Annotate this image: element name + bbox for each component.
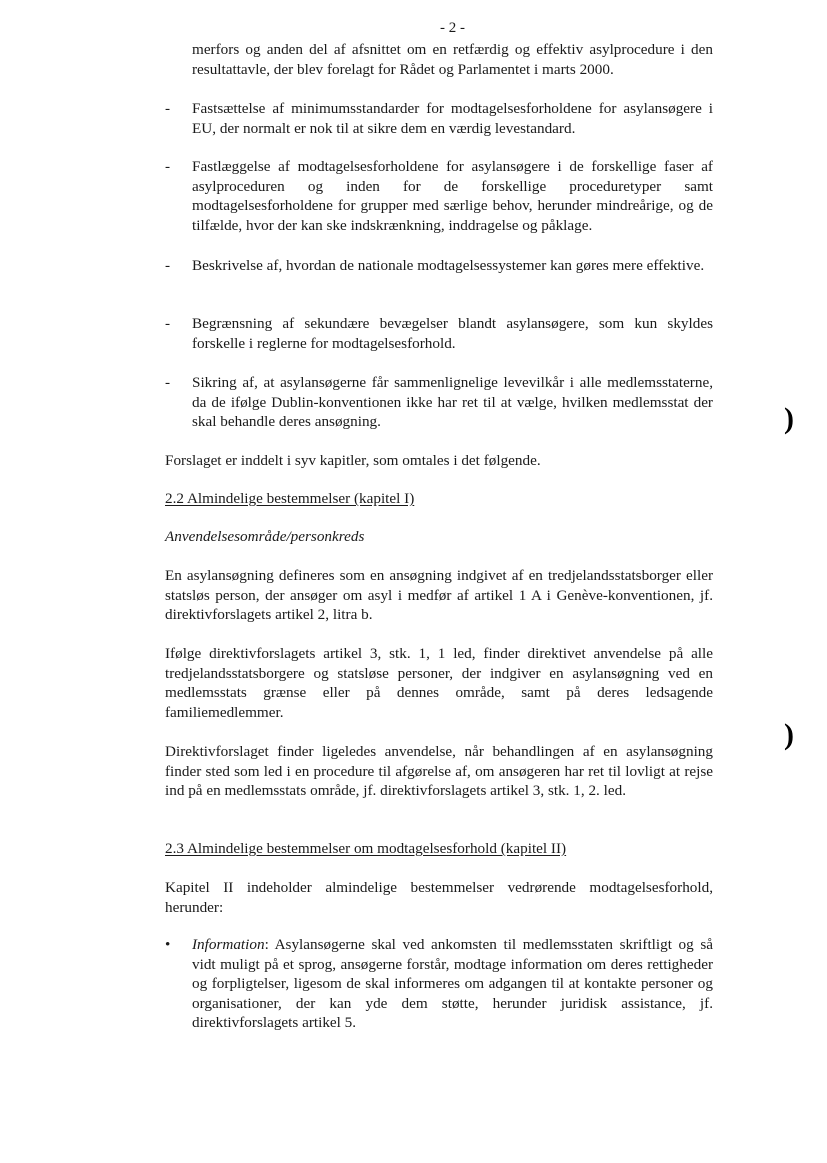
paragraph: Ifølge direktivforslagets artikel 3, stk. 1, 1 led, finder direktivet anvendelse på alle tredjelandsstatsborgere og statsløse personer, der indgiver en asylansøgning ved en medlemsstats grænse eller på dennes område, samt på deres ledsagende familiemedlemmer. — [165, 645, 713, 721]
continuation-text: merfors og anden del af afsnittet om en retfærdig og effektiv asylprocedure i den resultattavle, der blev forelagt for Rådet og Parlamentet i marts 2000. — [192, 41, 713, 78]
bullet-body: : Asylansøgerne skal ved ankomsten til medlemsstaten skriftligt og så vidt muligt på et sprog, ansøgerne forstår, modtage information om deres rettigheder og forpligtelser, ligesom de skal informeres om adgangen til at kontakte personer og organisationer, der kan yde dem støtte, herunder juridisk assistance, jf. direktivforslagets artikel 5. — [192, 936, 713, 1031]
dash-marker: - — [165, 315, 171, 332]
dash-item — [165, 373, 713, 432]
section-heading-2-2: 2.2 Almindelige bestemmelser (kapitel I) — [165, 490, 415, 507]
bullet-term: Information — [192, 936, 265, 953]
margin-bracket-mark: ) — [784, 402, 794, 435]
dash-item — [165, 157, 713, 235]
dash-item-text: Sikring af, at asylansøgerne får sammenlignelige levevilkår i alle medlemsstaterne, da de ifølge Dublin-konventionen ikke har ret til at vælge, hvilken medlemsstat der skal behandle deres ansøgning. — [192, 374, 713, 430]
dash-marker: - — [165, 158, 171, 175]
bullet-marker: • — [165, 936, 171, 953]
dash-item — [165, 256, 713, 276]
dash-item-text: Fastlæggelse af modtagelsesforholdene for asylansøgere i de forskellige faser af asylproceduren og inden for de forskellige proceduretyper samt modtagelsesforholdene for grupper med særlige behov, herunder mindreårige, og de tilfælde, hvor der kan ske indskrænkning, inddragelse og påklage. — [192, 158, 713, 234]
dash-item-text: Beskrivelse af, hvordan de nationale modtagelsessystemer kan gøres mere effektive. — [192, 257, 705, 274]
chapters-intro: Forslaget er inddelt i syv kapitler, som omtales i det følgende. — [165, 452, 541, 469]
paragraph: En asylansøgning defineres som en ansøgning indgivet af en tredjelandsstatsborger eller statsløs person, der ansøger om asyl i medfør af artikel 1 A i Genève-konventionen, jf. direktivforslagets artikel 2, litra b. — [165, 567, 713, 623]
dash-item — [165, 99, 713, 138]
section-heading-2-3: 2.3 Almindelige bestemmelser om modtagelsesforhold (kapitel II) — [165, 840, 567, 857]
dash-marker: - — [165, 257, 171, 274]
dash-marker: - — [165, 374, 171, 391]
paragraph: Direktivforslaget finder ligeledes anvendelse, når behandlingen af en asylansøgning finder sted som led i en procedure til afgørelse af, om ansøgeren har ret til lovligt at rejse ind på en medlemsstats område, jf. direktivforslagets artikel 3, stk. 1, 2. led. — [165, 743, 713, 799]
page-number: - 2 - — [440, 20, 465, 36]
margin-bracket-mark: ) — [784, 718, 794, 751]
dash-item-text: Begrænsning af sekundære bevægelser blandt asylansøgere, som kun skyldes forskelle i reglerne for modtagelsesforhold. — [192, 315, 713, 352]
dash-item-text: Fastsættelse af minimumsstandarder for modtagelsesforholdene for asylansøgere i EU, der normalt er nok til at sikre dem en værdig levestandard. — [192, 100, 713, 137]
dash-item — [165, 314, 713, 353]
bullet-item-text — [192, 935, 713, 1033]
chapter-ii-intro: Kapitel II indeholder almindelige bestemmelser vedrørende modtagelsesforhold, herunder: — [165, 879, 713, 916]
bullet-item — [165, 935, 713, 1033]
dash-marker: - — [165, 100, 171, 117]
subheading-scope: Anvendelsesområde/personkreds — [165, 528, 365, 545]
